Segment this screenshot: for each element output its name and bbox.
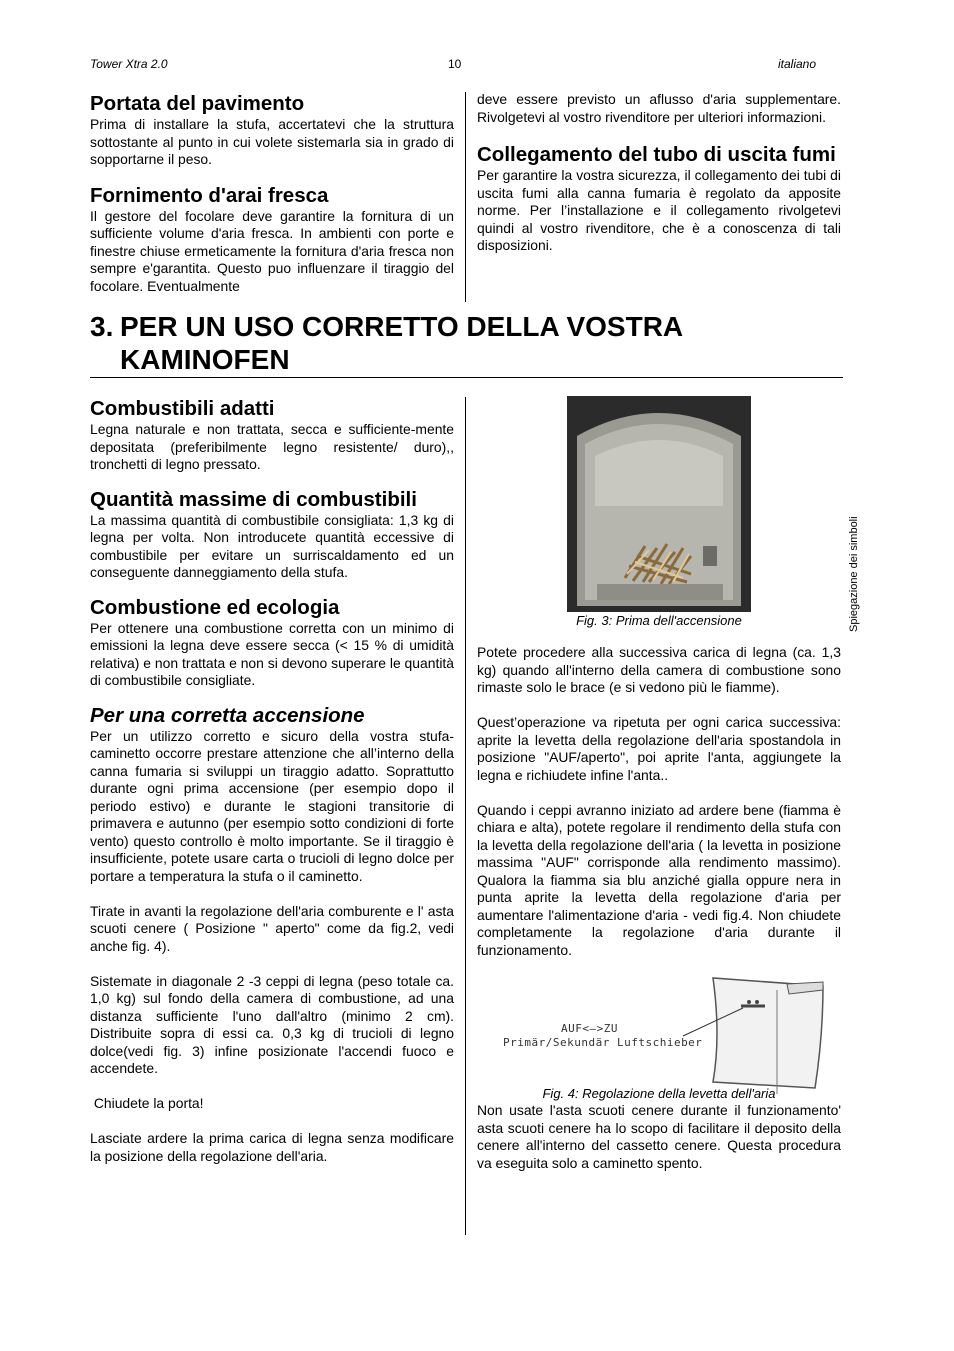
main-left-column [90,397,454,1165]
paragraph-flue-connection: Per garantire la vostra sicurezza, il collegamento dei tubi di uscita fumi alla canna fumaria è regolato da apposite norme. Per l’installazione e il collegamento rivolgetevi quindi al vostro rivenditore, che è a conoscenza di tali disposizioni. [477,167,841,253]
paragraph-air-regulation: Quando i ceppi avranno iniziato ad ardere bene (fiamma è chiara e alta), potete regolare il rendimento della stufa con la levetta della regolazione dell'aria ( la levetta in posizione massima "AUF" corrisponde alla rendimento massimo). Qualora la fiamma sia blu anziché gialla oppure nera in punta aprite la levetta della regolazione d'aria per aumentare l'alimentazione d'aria - vedi fig.4. Non chiudete completamente la regolazione d'aria durante il funzionamento. [477,801,841,958]
heading-suitable-fuels: Combustibili adatti [90,397,275,420]
main-right-column [477,396,841,1172]
top-right-column [477,91,841,255]
heading-flue-connection: Collegamento del tubo di uscita fumi [477,143,836,166]
figure-4-label-slider: Primär/Sekundär Luftschieber [503,1036,703,1049]
section-title [90,310,683,376]
figure-3-caption: Fig. 3: Prima dell'accensione [576,613,742,628]
paragraph-ignition-3: Sistemate in diagonale 2 -3 ceppi di legna (peso totale ca. 1,0 kg) sul fondo della camera di combustione, ad una distanza sufficiente l'uno dall'altro (minimo 2 cm). Distribuite sopra di essi ca. 0,3 kg di trucioli di legno dolce(vedi fig. 3) infine posizionate l'accendi fuoco e accendete. [90,972,454,1076]
paragraph-repeat-operation: Quest’operazione va ripetuta per ogni carica successiva: aprite la levetta della regolazione dell'aria spostandola in posizione "AUF/aperto", poi aprite l'anta, aggiungete la legna e richiudete infine l'anta.. [477,714,841,783]
paragraph-ash-shaker: Non usate l'asta scuoti cenere durante il funzionamento' asta scuoti cenere ha lo scopo di facilitare il deposito della cenere all'interno del cassetto cenere. Questa procedura va eseguita solo a caminetto spento. [477,1102,841,1171]
page-number: 10 [448,57,462,71]
column-divider-main [465,397,466,1235]
column-divider-top [465,92,466,302]
section-title-line-2: KAMINOFEN [120,344,290,375]
figure-4-label-auf-zu: AUF<—>ZU [561,1022,618,1035]
paragraph-ignition-2: Tirate in avanti la regolazione dell'aria comburente e l' asta scuoti cenere ( Posizione " aperto" come da fig.2, vedi anche fig. 4). [90,902,454,954]
heading-max-fuel: Quantità massime di combustibili [90,487,417,511]
paragraph-floor-load: Prima di installare la stufa, accertatevi che la struttura sottostante al punto in cui volete sistemarla sia in grado di sopportarne il peso. [90,116,454,167]
paragraph-max-fuel: La massima quantità di combustibile consigliata: 1,3 kg di legna per volta. Non introducete quantità eccessive di combustibile per evitare un surriscaldamento ed un conseguente danneggiamento della stufa. [90,511,454,580]
heading-floor-load: Portata del pavimento [90,92,305,115]
stove-firebox-image [477,396,841,612]
paragraph-fresh-air-continued: deve essere previsto un aflusso d'aria supplementare. Rivolgetevi al vostro rivenditore per ulteriori informazioni. [477,91,841,125]
section-title-line-1: PER UN USO CORRETTO DELLA VOSTRA [120,311,684,342]
figure-3 [477,396,841,628]
side-label: Spiegazione dei simboli [848,516,860,632]
paragraph-close-door: Chiudete la porta! [90,1095,204,1111]
paragraph-suitable-fuels: Legna naturale e non trattata, secca e sufficiente-mente depositata (preferibilmente legno resistente/ duro),, tronchetti di legno pressato. [90,421,454,472]
header-doc-title: Tower Xtra 2.0 [90,57,168,71]
figure-4-caption: Fig. 4: Regolazione della levetta dell'aria [542,1086,776,1101]
paragraph-ignition-1: Per un utilizzo corretto e sicuro della vostra stufa-caminetto occorre prestare attenzione che all’interno della canna fumaria si sviluppi un tiraggio adatto. Soprattutto durante ogni prima accensione (per esempio dopo il periodo estivo) e durante le stagioni transitorie di primavera e autunno (per esempio sotto condizioni di forte vento) questo controllo è molto importante. Se il tiraggio è insufficiente, potete usare carta o trucioli di legno dolce per portare a temperatura la stufa o il caminetto. [90,727,454,884]
paragraph-next-load: Potete procedere alla successiva carica di legna (ca. 1,3 kg) quando all'interno della camera di combustione sono rimaste solo le brace (e si vedono più le fiamme). [477,644,841,695]
paragraph-fresh-air: Il gestore del focolare deve garantire la fornitura di un sufficiente volume d'aria fresca. In ambienti con porte e finestre chiuse ermeticamente la fornitura d'aria fresca non sempre e'garantita. Questo puo influenzare il tiraggio del focolare. Eventualmente [90,207,454,294]
heading-ignition: Per una corretta accensione [90,703,365,727]
heading-fresh-air: Fornimento d'arai fresca [90,183,329,207]
figure-4 [477,976,841,1102]
section-number: 3. [90,311,114,342]
heading-ecology: Combustione ed ecologia [90,595,340,619]
section-rule [90,377,843,378]
paragraph-ecology: Per ottenere una combustione corretta con un minimo di emissioni la legna deve essere secca (< 15 % di umidità relativa) e non trattata e non si devono superare le quantità di combustibile consigliate. [90,619,454,688]
top-left-column [90,92,454,295]
paragraph-first-load: Lasciate ardere la prima carica di legna senza modificare la posizione della regolazione dell'aria. [90,1130,454,1164]
header-language: italiano [778,57,817,71]
